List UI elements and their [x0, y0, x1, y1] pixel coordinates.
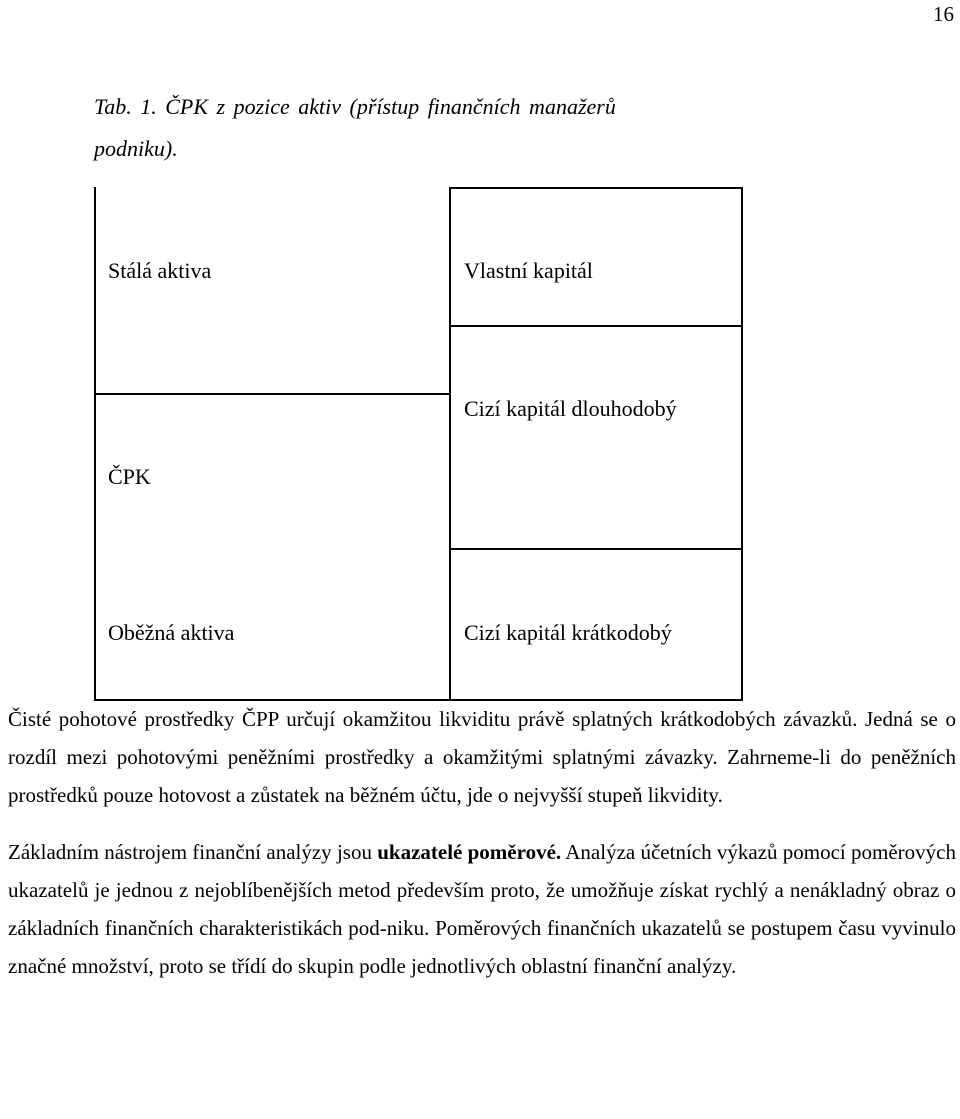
- diagram-divider-right-1: [449, 325, 743, 327]
- label-current-assets: Oběžná aktiva: [108, 620, 235, 645]
- paragraph-2-rest: Analýza účetních výkazů pomocí poměrových ukazatelů je jednou z nejoblíbenějších metod především proto, že umožňuje získat rychlý a nenákladný obraz o základních finančních charakteristikách pod-niku. Poměrových finančních ukazatelů se postupem času vyvinulo značné množství, proto se třídí do skupin podle jednotlivých oblastní finanční analýzy.: [8, 840, 957, 978]
- paragraph-ratio-indicators: [8, 833, 956, 985]
- label-net-working-capital: ČPK: [108, 464, 151, 489]
- paragraph-2-start: Základním nástrojem finanční analýzy jsou: [8, 840, 372, 864]
- diagram-center-divider: [449, 187, 451, 701]
- caption-line-2: podniku).: [94, 136, 178, 161]
- label-fixed-assets: Stálá aktiva: [108, 258, 212, 283]
- diagram-divider-left: [94, 393, 451, 395]
- label-long-term-debt: Cizí kapitál dlouhodobý: [464, 396, 677, 421]
- page-number: 16: [933, 2, 954, 26]
- body-text: [8, 700, 956, 985]
- diagram-left-border: [94, 187, 96, 701]
- diagram-right-border: [741, 187, 743, 701]
- label-short-term-debt: Cizí kapitál krátkodobý: [464, 620, 672, 645]
- paragraph-2-bold-term: ukazatelé poměrové.: [377, 840, 562, 864]
- diagram-top-border-right: [449, 187, 743, 189]
- diagram-divider-right-2: [449, 548, 743, 550]
- caption-line-1: Tab. 1. ČPK z pozice aktiv (přístup finančních manažerů: [94, 94, 616, 119]
- label-equity: Vlastní kapitál: [464, 258, 593, 283]
- paragraph-liquidity: Čisté pohotové prostředky ČPP určují okamžitou likviditu právě splatných krátkodobých závazků. Jedná se o rozdíl mezi pohotovými peněžními prostředky a okamžitými splatnými závazky. Zahrneme-li do peněžních prostředků pouze hotovost a zůstatek na běžném účtu, jde o nejvyšší stupeň likvidity.: [8, 707, 956, 807]
